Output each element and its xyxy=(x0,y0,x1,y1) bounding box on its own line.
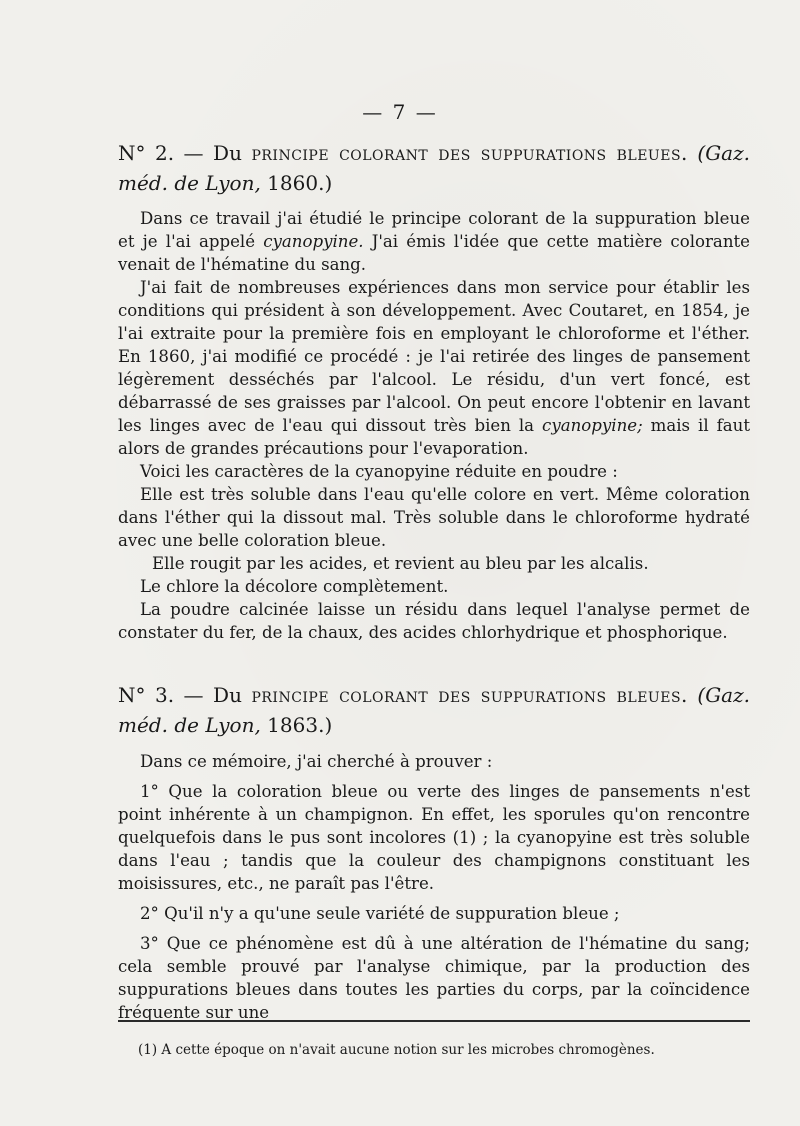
paragraph: 3° Que ce phénomène est dû à une altération de l'hématine du sang; cela semble prouvé par l'analyse chimique, par la production des suppurations bleues dans toutes les parties du corps, par la coïncidence fréquente sur une xyxy=(118,934,750,1022)
paragraph-text: Dans ce travail j'ai étudié le principe colorant de la suppuration bleue et je l'ai appelé xyxy=(118,209,750,251)
section-no-2-body xyxy=(118,207,750,644)
section-no-2 xyxy=(118,138,750,198)
paragraph: 1° Que la coloration bleue ou verte des linges de pansements n'est point inhérente à un champignon. En effet, les sporules qu'on rencontre quelquefois dans le pus sont incolores (1) ; la cyanopyine est très soluble dans l'eau ; tandis que la couleur des champignons constituant les moisissures, etc., ne paraît pas l'être. xyxy=(118,782,750,893)
paragraph xyxy=(118,276,750,460)
heading-source-journal: méd. de Lyon, xyxy=(118,171,261,195)
heading-source: (Gaz. xyxy=(697,141,751,165)
paragraph: Elle est très soluble dans l'eau qu'elle colore en vert. Même coloration dans l'éther qui la dissout mal. Très soluble dans le chloroforme hydraté avec une belle coloration bleue. xyxy=(118,485,750,550)
heading-title-initial: Du xyxy=(213,141,252,165)
heading-number: N° 2. — xyxy=(118,141,214,165)
page-number: — 7 — xyxy=(362,100,438,124)
paragraph-text: J'ai fait de nombreuses expériences dans mon service pour établir les conditions qui président à son développement. Avec Coutaret, en 1854, je l'ai extraite pour la première fois en employant le chloroforme et l'éther. En 1860, j'ai modifié ce procédé : je l'ai retirée des linges de pansement légèrement desséchés par l'alcool. Le résidu, d'un vert foncé, est débarrassé de ses graisses par l'alcool. On peut encore l'obtenir en lavant les linges avec de l'eau qui dissout très bien la xyxy=(118,278,750,435)
heading-title-initial: Du xyxy=(213,683,252,707)
paragraph-italic: cyanopyine. xyxy=(263,232,364,251)
footnote: (1) A cette époque on n'avait aucune notion sur les microbes chromogènes. xyxy=(138,1042,655,1058)
heading-year: 1860.) xyxy=(260,171,333,195)
heading-year: 1863.) xyxy=(260,713,333,737)
heading-number: N° 3. — xyxy=(118,683,214,707)
section-no-3-body xyxy=(118,750,750,1024)
paragraph: Le chlore la décolore complètement. xyxy=(140,577,449,596)
paragraph: Elle rougit par les acides, et revient au bleu par les alcalis. xyxy=(152,554,649,573)
paragraph-text: J'ai émis l'idée que cette matière colorante venait de l'hématine du sang. xyxy=(118,232,750,274)
section-heading xyxy=(118,680,750,740)
paragraph-italic: cyanopyine; xyxy=(542,416,643,435)
paragraph: Dans ce mémoire, j'ai cherché à prouver : xyxy=(140,752,493,771)
heading-source: (Gaz. xyxy=(697,683,751,707)
paragraph: Voici les caractères de la cyanopyine réduite en poudre : xyxy=(140,462,618,481)
section-heading xyxy=(118,138,750,198)
paragraph xyxy=(118,207,750,276)
heading-title: principe colorant des suppurations bleues. xyxy=(251,683,688,707)
heading-title: principe colorant des suppurations bleues. xyxy=(251,141,688,165)
footnote-divider xyxy=(118,1020,750,1022)
heading-source-journal: méd. de Lyon, xyxy=(118,713,261,737)
paragraph-text: mais il faut alors de grandes précautions pour l'evaporation. xyxy=(118,416,750,458)
paragraph: La poudre calcinée laisse un résidu dans lequel l'analyse permet de constater du fer, de la chaux, des acides chlorhydrique et phosphorique. xyxy=(118,600,750,642)
section-no-3 xyxy=(118,680,750,740)
paragraph: 2° Qu'il n'y a qu'une seule variété de suppuration bleue ; xyxy=(140,904,620,923)
